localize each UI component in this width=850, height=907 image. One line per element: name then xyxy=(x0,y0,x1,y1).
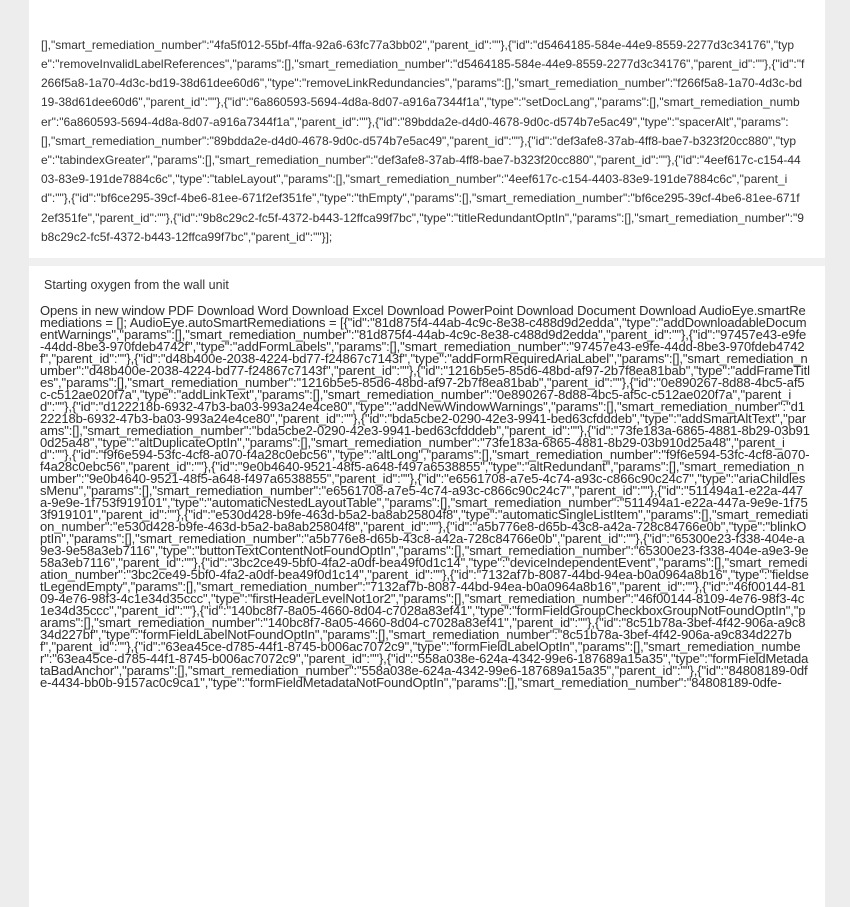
article-title[interactable]: Starting oxygen from the wall unit xyxy=(44,278,229,292)
code-block-top xyxy=(29,0,825,258)
remediation-script-text: [],"smart_remediation_number":"4fa5f012-55bf-4ffa-92a6-63fc77a3bb02","parent_id":""},{"id":"d5464185-584e-44e9-8559-2277d3c34176","type":"removeInvalidLabelReferences","params":[],"smart_remediation_number":"d5464185-584e-44e9-8559-2277d3c34176","parent_id":""},{"id":"f266f5a8-1a70-4d3c-bd19-38d61dee60d6","type":"removeLinkRedundancies","params":[],"smart_remediation_number":"f266f5a8-1a70-4d3c-bd19-38d61dee60d6","parent_id":""},{"id":"6a860593-5694-4d8a-8d07-a916a7344f1a","type":"setDocLang","params":[],"smart_remediation_number":"6a860593-5694-4d8a-8d07-a916a7344f1a","parent_id":""},{"id":"89bdda2e-d4d0-4678-9d0c-d574b7e5ac49","type":"spacerAlt","params":[],"smart_remediation_number":"89bdda2e-d4d0-4678-9d0c-d574b7e5ac49","parent_id":""},{"id":"def3afe8-37ab-4ff8-bae7-b323f20cc880","type":"tabindexGreater","params":[],"smart_remediation_number":"def3afe8-37ab-4ff8-bae7-b323f20cc880","parent_id":""},{"id":"4eef617c-c154-4403-83e9-191de7884c6c","type":"tableLayout","params":[],"smart_remediation_number":"4eef617c-c154-4403-83e9-191de7884c6c","parent_id":""},{"id":"bf6ce295-39cf-4be6-81ee-671f2ef351fe","type":"thEmpty","params":[],"smart_remediation_number":"bf6ce295-39cf-4be6-81ee-671f2ef351fe","parent_id":""},{"id":"9b8c29c2-fc5f-4372-b443-12ffca99f7bc","type":"titleRedundantOptIn","params":[],"smart_remediation_number":"9b8c29c2-fc5f-4372-b443-12ffca99f7bc","parent_id":""}]; xyxy=(41,37,805,244)
article-body xyxy=(40,305,810,689)
right-margin xyxy=(825,0,850,907)
left-margin xyxy=(0,0,29,907)
article-body-text: Opens in new window PDF Download Word Download Excel Download PowerPoint Download Document Download AudioEye.smartRemediations = []; AudioEye.autoSmartRemediations = [{"id":"81d875f4-44ab-4c9c-8e38-c488d9d2edda","type":"addDownloadableDocumentWarnings","params":[],"smart_remediation_number":"81d875f4-44ab-4c9c-8e38-c488d9d2edda","parent_id":""},{"id":"97457e43-e9fe-44dd-8be3-970fdeb4742f","type":"addFormLabels","params":[],"smart_remediation_number":"97457e43-e9fe-44dd-8be3-970fdeb4742f","parent_id":""},{"id":"d48b400e-2038-4224-bd77-f24867c7143f","type":"addFormRequiredAriaLabel","params":[],"smart_remediation_number":"d48b400e-2038-4224-bd77-f24867c7143f","parent_id":""},{"id":"1216b5e5-85d6-48bd-af97-2b7f8ea81bab","type":"addFrameTitles","params":[],"smart_remediation_number":"1216b5e5-85d6-48bd-af97-2b7f8ea81bab","parent_id":""},{"id":"0e890267-8d88-4bc5-af5c-c512ae020f7a","type":"addLinkText","params":[],"smart_remediation_number":"0e890267-8d88-4bc5-af5c-c512ae020f7a","parent_id":""},{"id":"d122218b-6932-47b3-ba03-993a24e4ce80","type":"addNewWindowWarnings","params":[],"smart_remediation_number":"d122218b-6932-47b3-ba03-993a24e4ce80","parent_id":""},{"id":"bda5cbe2-0290-42e3-9941-bed63cfdddeb","type":"addSmartAltText","params":[],"smart_remediation_number":"bda5cbe2-0290-42e3-9941-bed63cfdddeb","parent_id":""},{"id":"73fe183a-6865-4881-8b29-03b910d25a48","type":"altDuplicateOptIn","params":[],"smart_remediation_number":"73fe183a-6865-4881-8b29-03b910d25a48","parent_id":""},{"id":"f9f6e594-53fc-4cf8-a070-f4a28c0ebc56","type":"altLong","params":[],"smart_remediation_number":"f9f6e594-53fc-4cf8-a070-f4a28c0ebc56","parent_id":""},{"id":"9e0b4640-9521-48f5-a648-f497a6538855","type":"altRedundant","params":[],"smart_remediation_number":"9e0b4640-9521-48f5-a648-f497a6538855","parent_id":""},{"id":"e6561708-a7e5-4c74-a93c-c866c90c24c7","type":"ariaChildlessMenu","params":[],"smart_remediation_number":"e6561708-a7e5-4c74-a93c-c866c90c24c7","parent_id":""},{"id":"511494a1-e22a-447a-9e9e-1f753f919101","type":"automaticNestedLayoutTable","params":[],"smart_remediation_number":"511494a1-e22a-447a-9e9e-1f753f919101","parent_id":""},{"id":"e530d428-b9fe-463d-b5a2-ba8ab25804f8","type":"automaticSingleListItem","params":[],"smart_remediation_number":"e530d428-b9fe-463d-b5a2-ba8ab25804f8","parent_id":""},{"id":"a5b776e8-d65b-43c8-a42a-728c84766e0b","type":"blinkOptIn","params":[],"smart_remediation_number":"a5b776e8-d65b-43c8-a42a-728c84766e0b","parent_id":""},{"id":"65300e23-f338-404e-a9e3-9e58a3eb7116","type":"buttonTextContentNotFoundOptIn","params":[],"smart_remediation_number":"65300e23-f338-404e-a9e3-9e58a3eb7116","parent_id":""},{"id":"3bc2ce49-5bf0-4fa2-a0df-bea49f0d1c14","type":"deviceIndependentEvent","params":[],"smart_remediation_number":"3bc2ce49-5bf0-4fa2-a0df-bea49f0d1c14","parent_id":""},{"id":"7132af7b-8087-44bd-94ea-b0a0964a8b16","type":"fieldsetLegendEmpty","params":[],"smart_remediation_number":"7132af7b-8087-44bd-94ea-b0a0964a8b16","parent_id":""},{"id":"46f00144-8109-4e76-98f3-4c1e34d35ccc","type":"firstHeaderLevelNot1or2","params":[],"smart_remediation_number":"46f00144-8109-4e76-98f3-4c1e34d35ccc","parent_id":""},{"id":"140bc8f7-8a05-4660-8d04-c7028a83ef41","type":"formFieldGroupCheckboxGroupNotFoundOptIn","params":[],"smart_remediation_number":"140bc8f7-8a05-4660-8d04-c7028a83ef41","parent_id":""},{"id":"8c51b78a-3bef-4f42-906a-a9c834d227bf","type":"formFieldLabelNotFoundOptIn","params":[],"smart_remediation_number":"8c51b78a-3bef-4f42-906a-a9c834d227bf","parent_id":""},{"id":"63ea45ce-d785-44f1-8745-b006ac7072c9","type":"formFieldLabelOptIn","params":[],"smart_remediation_number":"63ea45ce-d785-44f1-8745-b006ac7072c9","parent_id":""},{"id":"558a038e-624a-4342-99e6-187689a15a35","type":"formFieldMetadataBadAnchor","params":[],"smart_remediation_number":"558a038e-624a-4342-99e6-187689a15a35","parent_id":""},{"id":"84808189-0dfe-4434-bb0b-9157ac0c9ca1","type":"formFieldMetadataNotFoundOptIn","params":[],"smart_remediation_number":"84808189-0dfe- xyxy=(40,303,810,690)
article-card xyxy=(29,266,825,907)
